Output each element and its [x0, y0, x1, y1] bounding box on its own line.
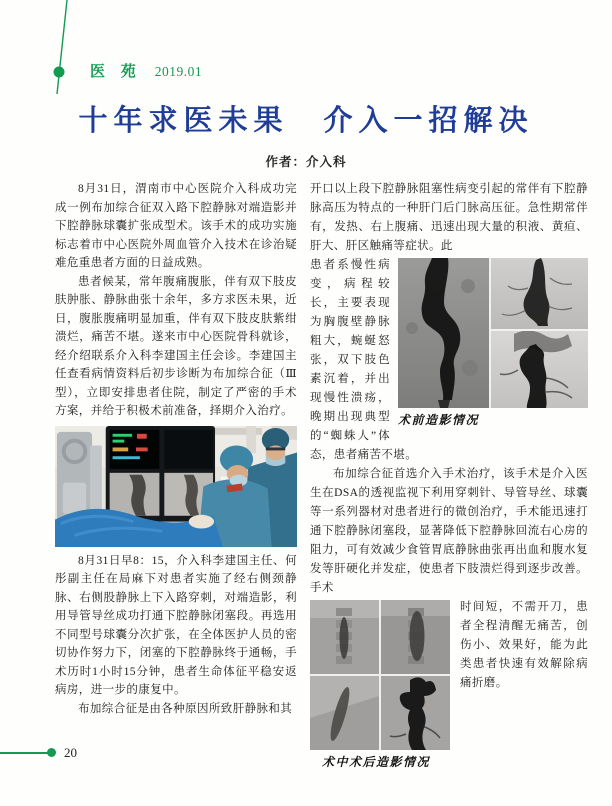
paragraph-5-wrapped: 时间短，不需开刀，患者全程清醒无痛苦，创伤小、效果好，能为此类患者快速有效解除病痛折磨。: [460, 601, 588, 689]
paragraph-5: 布加综合征首选介入手术治疗，该手术是介入医生在DSA的透视监视下利用穿刺针、导管导丝、球囊等一系列器材对患者进行的微创治疗，手术能迅速打通下腔静脉闭塞段，显著降低下腔静脉回流右心房的阻力，可有效减少食管胃底静脉曲张再出血和腹水复发等肝硬化并发症，使患者下肢溃烂得到逐步改善。手术: [310, 468, 588, 594]
footer-green-dot-icon: [47, 748, 56, 757]
journal-issue: 2019.01: [154, 64, 203, 79]
intraop-wrap-block: [310, 598, 588, 774]
paragraph-4-continued: 开口以上段下腔静脉阻塞性病变引起的常伴有下腔静脉高压为特点的一种肝门后门脉高压征。急性期常伴有，发热、右上腹痛、迅速出现大量的积液、黄疸、肝大、肝区触痛等症状。此: [310, 183, 588, 252]
page-number: 20: [64, 745, 77, 760]
preop-caption: 术前造影情况: [398, 413, 480, 427]
paragraph-4-start: 布加综合征是由各种原因所致肝静脉和其: [78, 702, 293, 715]
footer-green-line: [0, 752, 50, 754]
right-column: [310, 180, 588, 774]
journal-header: [90, 60, 202, 81]
preop-wrap-block: [310, 256, 588, 465]
paragraph-4-wrapped: 患者系慢性病变，病程较长，主要表现为胸腹壁静脉粗大，蜿蜒怒张，双下肢色素沉着，并出现慢性溃疡，晚期出现典型的“蜘蛛人”体态，患者痛苦不堪。: [310, 259, 418, 461]
intraop-caption: 术中术后造影情况: [322, 755, 431, 769]
article-byline: 作者：介入科: [265, 155, 347, 169]
paragraph-3: 8月31日早8：15，介入科李建国主任、何彤副主任在局麻下对患者实施了经右侧颈静脉、右侧股静脉上下入路穿刺，对端造影，利用导管导丝成功打通下腔静脉闭塞段。再选用不同型号球囊分次扩张，在全体医护人员的密切协作努力下，闭塞的下腔静脉终于通畅，手术历时1小时15分钟，患者生命体征平稳安返病房，进一步的康复中。: [55, 554, 297, 696]
intraop-angiogram-image: [310, 600, 450, 750]
paragraph-2: 患者候某，常年腹痛腹胀，伴有双下肢皮肤肿胀、静脉曲张十余年，多方求医未果，近日，腹胀腹痛明显加重，伴有双下肢皮肤紫绀溃烂，痛苦不堪。遂来市中心医院骨科就诊，经介绍联系介入科李建国主任会诊。李建国主任查看病情资料后初步诊断为布加综合征（Ⅲ型），立即安排患者住院，制定了严密的手术方案，并给于积极术前准备，择期介入治疗。: [55, 275, 297, 417]
journal-name: 医 苑: [90, 64, 142, 80]
surgery-photo-figure: [55, 426, 297, 547]
preop-angiogram-image: [398, 258, 588, 408]
operating-room-photo: [55, 426, 297, 547]
preop-angiogram-figure: [398, 258, 588, 430]
paragraph-1: 8月31日，渭南市中心医院介入科成功完成一例布加综合征双入路下腔静脉对端造影并下腔静脉球囊扩张成型术。该手术的成功实施标志着市中心医院外周血管介入技术在诊治疑难危重患者方面的日益成熟。: [55, 183, 297, 269]
article-title: 十年求医未果 介入一招解决: [78, 105, 534, 137]
left-column: [55, 180, 297, 718]
corner-green-line-icon: [38, 0, 82, 98]
intraop-angiogram-figure: [310, 600, 450, 772]
